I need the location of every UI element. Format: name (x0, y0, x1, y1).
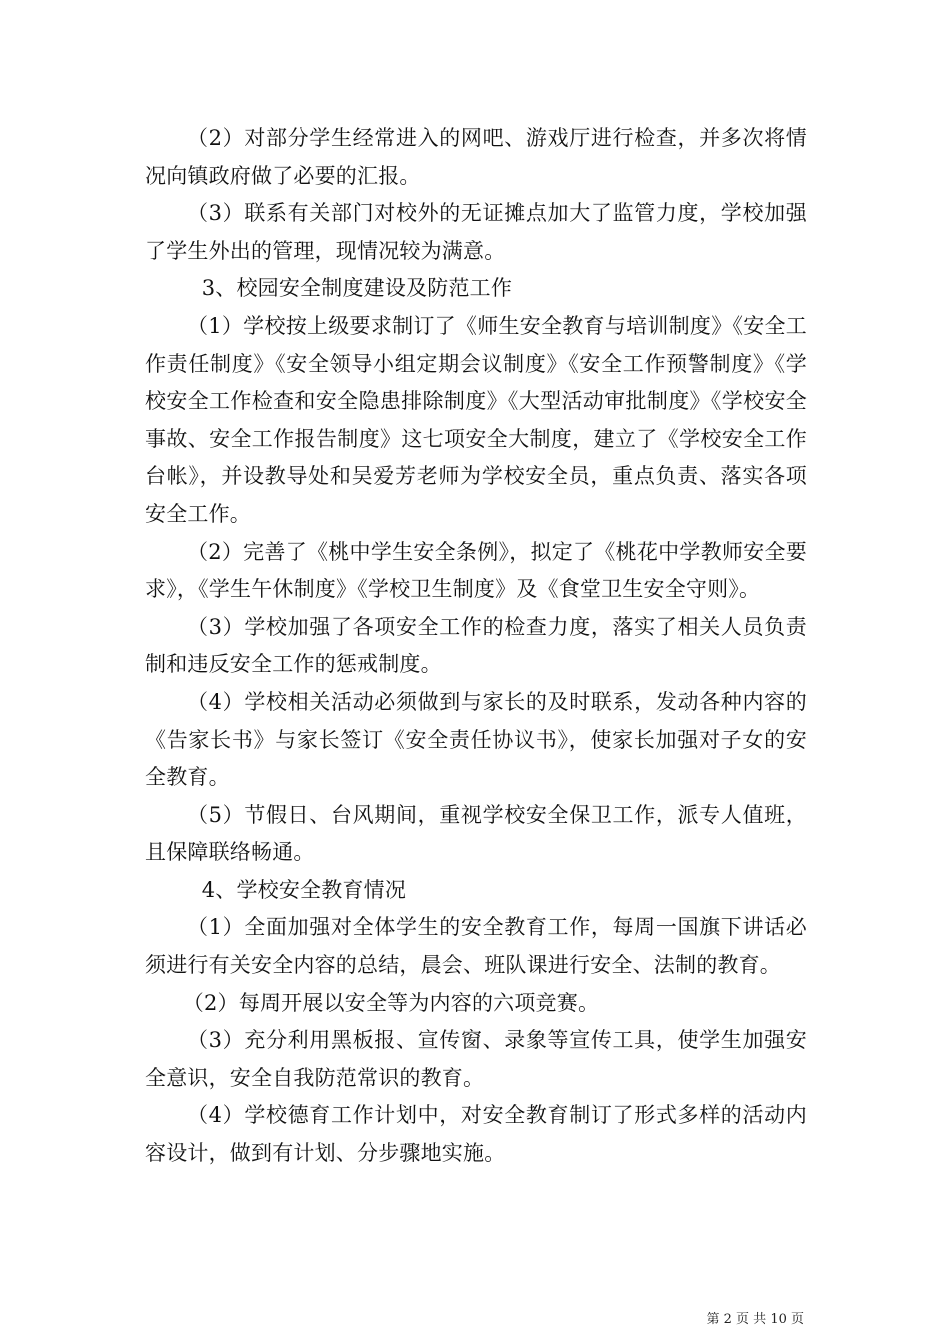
paragraph-inspection-strength: （3）学校加强了各项安全工作的检查力度，落实了相关人员负责制和违反安全工作的惩戒制度。 (145, 614, 807, 677)
paragraph-improved-regulations: （2）完善了《桃中学生安全条例》，拟定了《桃花中学教师安全要求》，《学生午休制度》《学校卫生制度》及《食堂卫生安全守则》。 (145, 539, 807, 602)
section-heading-safety-system: 3、校园安全制度建设及防范工作 (201, 276, 513, 301)
paragraph-publicity-tools: （3）充分利用黑板报、宣传窗、录象等宣传工具，使学生加强安全意识，安全自我防范常识的教育。 (145, 1028, 807, 1090)
paragraph-moral-education-plan: （4）学校德育工作计划中，对安全教育制订了形式多样的活动内容设计，做到有计划、分步骤地实施。 (145, 1103, 807, 1166)
paragraph-parent-contact: （4）学校相关活动必须做到与家长的及时联系，发动各种内容的《告家长书》与家长签订《安全责任协议书》，使家长加强对子女的安全教育。 (145, 689, 807, 790)
paragraph-weekly-competition: （2）每周开展以安全等为内容的六项竞赛。 (182, 990, 600, 1015)
paragraph-flag-speech-education: （1）全面加强对全体学生的安全教育工作，每周一国旗下讲话必须进行有关安全内容的总结，晨会、班队课进行安全、法制的教育。 (145, 915, 807, 978)
paragraph-seven-safety-systems: （1）学校按上级要求制订了《师生安全教育与培训制度》《安全工作责任制度》《安全领导小组定期会议制度》《安全工作预警制度》《学校安全工作检查和安全隐患排除制度》《大型活动审批制度》《学校安全事故、安全工作报告制度》这七项安全大制度，建立了《学校安全工作台帐》，并设教导处和吴爱芳老师为学校安全员，重点负责、落实各项安全工作。 (145, 313, 807, 526)
document-body (145, 120, 807, 1173)
page-number-footer: 第 2 页 共 10 页 (706, 1312, 804, 1327)
section-heading-safety-education: 4、学校安全教育情况 (201, 877, 407, 902)
paragraph-off-campus-stalls: （3）联系有关部门对校外的无证摊点加大了监管力度，学校加强了学生外出的管理，现情况较为满意。 (145, 201, 807, 263)
paragraph-internet-cafe-check: （2）对部分学生经常进入的网吧、游戏厅进行检查，并多次将情况向镇政府做了必要的汇报。 (145, 126, 807, 188)
paragraph-holiday-duty: （5）节假日、台风期间，重视学校安全保卫工作，派专人值班，且保障联络畅通。 (145, 802, 807, 865)
